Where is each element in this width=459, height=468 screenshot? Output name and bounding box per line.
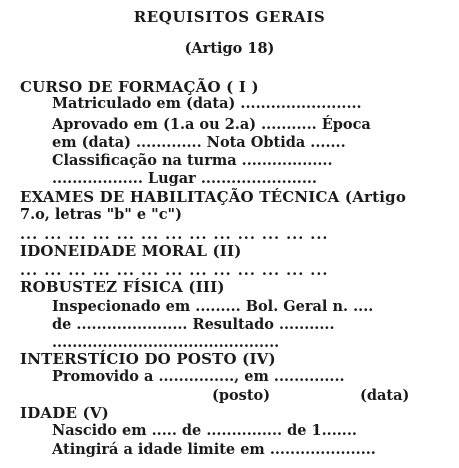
- field-line-idade-limite: Atingirá a idade limite em .....................: [52, 441, 376, 458]
- section-heading-exames-cont: 7.o, letras "b" e "c"): [20, 206, 182, 223]
- section-heading-robustez: ROBUSTEZ FÍSICA (III): [20, 278, 225, 296]
- document-title: REQUISITOS GERAIS: [133, 8, 326, 26]
- section-heading-exames: EXAMES DE HABILITAÇÃO TÉCNICA (Artigo: [20, 188, 407, 206]
- caption-posto: (posto): [212, 387, 271, 404]
- blank-line-idoneidade: ... ... ... ... ... ... ... ... ... ... ... ... ...: [20, 262, 329, 279]
- section-heading-curso: CURSO DE FORMAÇÃO ( I ): [20, 78, 259, 96]
- field-line-matriculado: Matriculado em (data) ........................: [52, 95, 362, 112]
- document-subtitle: (Artigo 18): [184, 40, 275, 57]
- field-line-aprovado: Aprovado em (1.a ou 2.a) ........... Época: [52, 116, 371, 133]
- blank-line-robustez: .............................................: [52, 334, 280, 351]
- field-line-promovido: Promovido a ..............., em ..............: [52, 368, 345, 385]
- field-line-nascido: Nascido em ..... de ............... de 1.......: [52, 422, 357, 439]
- section-heading-idoneidade: IDONEIDADE MORAL (II): [20, 242, 242, 260]
- caption-data: (data): [360, 387, 410, 404]
- blank-line-exames: ... ... ... ... ... ... ... ... ... ... ... ... ...: [20, 226, 329, 243]
- field-line-nota: em (data) ............. Nota Obtida .......: [52, 134, 346, 151]
- section-heading-idade: IDADE (V): [20, 404, 109, 422]
- field-line-resultado: de ...................... Resultado ...........: [52, 316, 335, 333]
- field-line-classificacao: Classificação na turma ..................: [52, 152, 333, 169]
- field-line-inspecionado: Inspecionado em ......... Bol. Geral n. ....: [52, 298, 374, 315]
- field-line-lugar: .................. Lugar .......................: [52, 170, 317, 187]
- section-heading-intersticio: INTERSTÍCIO DO POSTO (IV): [20, 350, 276, 368]
